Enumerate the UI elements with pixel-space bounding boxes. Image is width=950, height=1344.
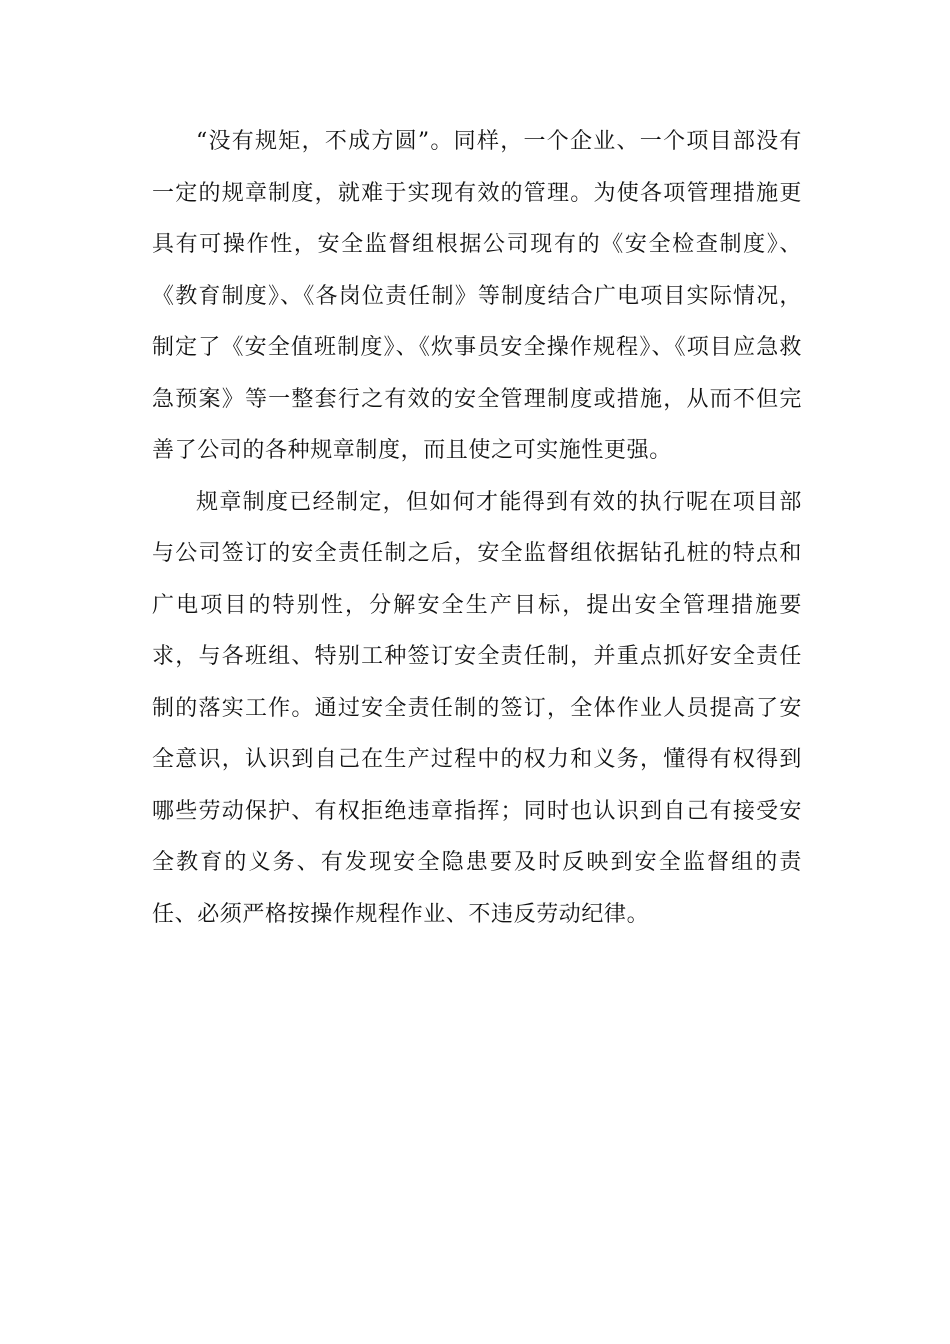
paragraph-1: “没有规矩，不成方圆”。同样，一个企业、一个项目部没有一定的规章制度，就难于实现有效的管理。为使各项管理措施更具有可操作性，安全监督组根据公司现有的《安全检查制度》、《教育制度》、《各岗位责任制》等制度结合广电项目实际情况，制定了《安全值班制度》、《炊事员安全操作规程》、《项目应急救急预案》等一整套行之有效的安全管理制度或措施，从而不但完善了公司的各种规章制度，而且使之可实施性更强。: [152, 129, 802, 463]
paragraph-2: 规章制度已经制定，但如何才能得到有效的执行呢在项目部与公司签订的安全责任制之后，安全监督组依据钻孔桩的特点和广电项目的特别性，分解安全生产目标，提出安全管理措施要求，与各班组、特别工种签订安全责任制，并重点抓好安全责任制的落实工作。通过安全责任制的签订，全体作业人员提高了安全意识，认识到自己在生产过程中的权力和义务，懂得有权得到哪些劳动保护、有权拒绝违章指挥；同时也认识到自己有接受安全教育的义务、有发现安全隐患要及时反映到安全监督组的责任、必须严格按操作规程作业、不违反劳动纪律。: [152, 489, 802, 927]
document-body: [152, 116, 802, 940]
